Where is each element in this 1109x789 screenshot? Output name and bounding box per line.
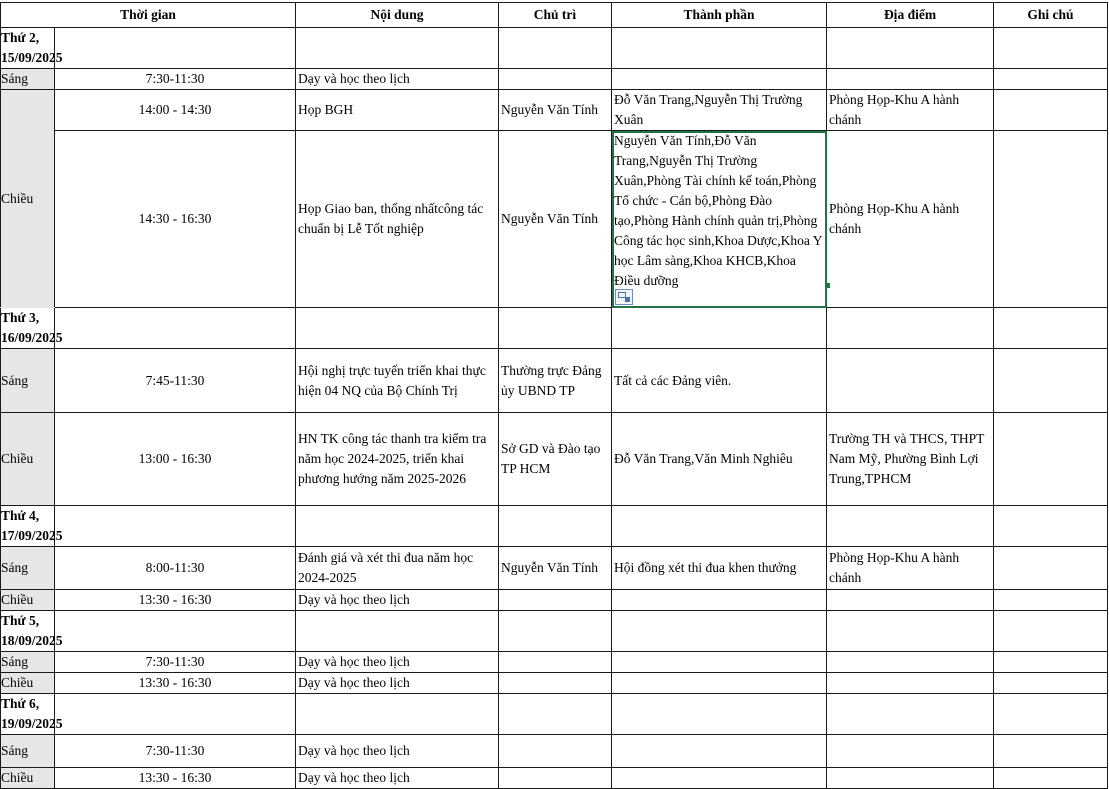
cell[interactable] bbox=[612, 611, 827, 652]
header-host[interactable]: Chủ trì bbox=[499, 3, 612, 28]
cell[interactable] bbox=[827, 694, 994, 735]
participants-cell[interactable] bbox=[612, 69, 827, 90]
cell[interactable] bbox=[994, 28, 1108, 69]
schedule-table bbox=[0, 2, 1108, 789]
day-label[interactable]: Thứ 5, 18/09/2025 bbox=[1, 611, 55, 652]
host-cell[interactable]: Nguyễn Văn Tính bbox=[499, 131, 612, 308]
content-cell[interactable]: Dạy và học theo lịch bbox=[296, 673, 499, 694]
cell[interactable] bbox=[296, 28, 499, 69]
host-cell[interactable]: Nguyễn Văn Tính bbox=[499, 90, 612, 131]
participants-cell[interactable]: Hội đồng xét thi đua khen thưởng bbox=[612, 547, 827, 590]
location-cell[interactable] bbox=[827, 590, 994, 611]
note-cell[interactable] bbox=[994, 768, 1108, 789]
note-cell[interactable] bbox=[994, 90, 1108, 131]
header-time[interactable]: Thời gian bbox=[1, 3, 296, 28]
session-cell[interactable]: Chiều bbox=[1, 768, 55, 789]
content-cell[interactable]: Dạy và học theo lịch bbox=[296, 69, 499, 90]
fill-handle[interactable] bbox=[825, 283, 830, 288]
location-cell[interactable] bbox=[827, 69, 994, 90]
host-cell[interactable] bbox=[499, 590, 612, 611]
content-cell[interactable]: Dạy và học theo lịch bbox=[296, 768, 499, 789]
note-cell[interactable] bbox=[994, 349, 1108, 413]
cell[interactable] bbox=[55, 611, 296, 652]
note-cell[interactable] bbox=[994, 413, 1108, 506]
time-cell[interactable]: 7:30-11:30 bbox=[55, 69, 296, 90]
cell[interactable] bbox=[499, 506, 612, 547]
time-cell[interactable]: 14:30 - 16:30 bbox=[55, 131, 296, 308]
location-cell[interactable] bbox=[827, 673, 994, 694]
table-row bbox=[1, 652, 1108, 673]
note-cell[interactable] bbox=[994, 735, 1108, 768]
cell[interactable] bbox=[499, 308, 612, 349]
location-cell[interactable]: Phòng Họp-Khu A hành chánh bbox=[827, 90, 994, 131]
location-cell[interactable] bbox=[827, 735, 994, 768]
session-cell[interactable]: Sáng bbox=[1, 69, 55, 90]
day-row bbox=[1, 694, 1108, 735]
table-row bbox=[1, 735, 1108, 768]
host-cell[interactable]: Sở GD và Đào tạo TP HCM bbox=[499, 413, 612, 506]
session-cell[interactable]: Sáng bbox=[1, 652, 55, 673]
content-cell[interactable]: Họp Giao ban, thống nhấtcông tác chuẩn bị Lễ Tốt nghiệp bbox=[296, 131, 499, 308]
quick-analysis-icon[interactable] bbox=[615, 289, 633, 305]
host-cell[interactable] bbox=[499, 652, 612, 673]
cell[interactable] bbox=[296, 308, 499, 349]
cell[interactable] bbox=[827, 506, 994, 547]
session-cell[interactable]: Sáng bbox=[1, 547, 55, 590]
location-cell[interactable] bbox=[827, 652, 994, 673]
participants-text: Nguyễn Văn Tính,Đỗ Văn Trang,Nguyễn Thị Trường Xuân,Phòng Tài chính kế toán,Phòng Tổ chức - Cán bộ,Phòng Đào tạo,Phòng Hành chính quản trị,Phòng Công tác học sinh,Khoa Dược,Khoa Y học Lâm sàng,Khoa KHCB,Khoa Điều dưỡng bbox=[614, 133, 823, 288]
day-row bbox=[1, 506, 1108, 547]
note-cell[interactable] bbox=[994, 652, 1108, 673]
cell[interactable] bbox=[612, 308, 827, 349]
cell[interactable] bbox=[55, 694, 296, 735]
cell[interactable] bbox=[499, 694, 612, 735]
day-row bbox=[1, 28, 1108, 69]
host-cell[interactable] bbox=[499, 735, 612, 768]
day-row bbox=[1, 308, 1108, 349]
header-location[interactable]: Địa điểm bbox=[827, 3, 994, 28]
cell[interactable] bbox=[827, 28, 994, 69]
cell[interactable] bbox=[499, 28, 612, 69]
content-cell[interactable]: Dạy và học theo lịch bbox=[296, 652, 499, 673]
time-cell[interactable]: 14:00 - 14:30 bbox=[55, 90, 296, 131]
cell[interactable] bbox=[612, 28, 827, 69]
time-cell[interactable]: 13:30 - 16:30 bbox=[55, 673, 296, 694]
cell[interactable] bbox=[296, 506, 499, 547]
note-cell[interactable] bbox=[994, 590, 1108, 611]
cell[interactable] bbox=[994, 694, 1108, 735]
time-cell[interactable]: 8:00-11:30 bbox=[55, 547, 296, 590]
day-row bbox=[1, 611, 1108, 652]
table-row bbox=[1, 131, 1108, 308]
header-note[interactable]: Ghi chú bbox=[994, 3, 1108, 28]
session-cell[interactable]: Chiều bbox=[1, 90, 55, 308]
table-row bbox=[1, 349, 1108, 413]
table-row bbox=[1, 547, 1108, 590]
location-cell[interactable] bbox=[827, 768, 994, 789]
cell[interactable] bbox=[612, 506, 827, 547]
participants-cell[interactable] bbox=[612, 735, 827, 768]
cell[interactable] bbox=[994, 308, 1108, 349]
location-cell[interactable]: Phòng Họp-Khu A hành chánh bbox=[827, 131, 994, 308]
host-cell[interactable] bbox=[499, 673, 612, 694]
time-cell[interactable]: 7:45-11:30 bbox=[55, 349, 296, 413]
table-row bbox=[1, 69, 1108, 90]
table-row bbox=[1, 590, 1108, 611]
cell[interactable] bbox=[296, 694, 499, 735]
day-label[interactable]: Thứ 6, 19/09/2025 bbox=[1, 694, 55, 735]
participants-cell[interactable] bbox=[612, 652, 827, 673]
table-row bbox=[1, 413, 1108, 506]
cell[interactable] bbox=[994, 611, 1108, 652]
cell[interactable] bbox=[55, 308, 296, 349]
session-cell[interactable]: Chiều bbox=[1, 673, 55, 694]
header-content[interactable]: Nội dung bbox=[296, 3, 499, 28]
session-cell[interactable]: Chiều bbox=[1, 590, 55, 611]
header-row bbox=[1, 3, 1108, 28]
participants-cell[interactable]: Đỗ Văn Trang,Nguyễn Thị Trường Xuân bbox=[612, 90, 827, 131]
host-cell[interactable] bbox=[499, 69, 612, 90]
session-cell[interactable]: Sáng bbox=[1, 349, 55, 413]
note-cell[interactable] bbox=[994, 69, 1108, 90]
content-cell[interactable]: Hội nghị trực tuyến triển khai thực hiện 04 NQ của Bộ Chính Trị bbox=[296, 349, 499, 413]
note-cell[interactable] bbox=[994, 131, 1108, 308]
header-participants[interactable]: Thành phần bbox=[612, 3, 827, 28]
cell[interactable] bbox=[612, 694, 827, 735]
time-cell[interactable]: 13:30 - 16:30 bbox=[55, 768, 296, 789]
day-label[interactable]: Thứ 3, 16/09/2025 bbox=[1, 308, 55, 349]
cell[interactable] bbox=[55, 28, 296, 69]
time-cell[interactable]: 13:00 - 16:30 bbox=[55, 413, 296, 506]
time-cell[interactable]: 7:30-11:30 bbox=[55, 735, 296, 768]
content-cell[interactable]: Dạy và học theo lịch bbox=[296, 590, 499, 611]
participants-cell[interactable] bbox=[612, 590, 827, 611]
participants-cell[interactable] bbox=[612, 673, 827, 694]
day-label[interactable]: Thứ 4, 17/09/2025 bbox=[1, 506, 55, 547]
note-cell[interactable] bbox=[994, 673, 1108, 694]
content-cell[interactable]: Họp BGH bbox=[296, 90, 499, 131]
cell[interactable] bbox=[55, 506, 296, 547]
cell[interactable] bbox=[296, 611, 499, 652]
time-cell[interactable]: 7:30-11:30 bbox=[55, 652, 296, 673]
host-cell[interactable] bbox=[499, 768, 612, 789]
content-cell[interactable]: HN TK công tác thanh tra kiểm tra năm học 2024-2025, triển khai phương hướng năm 2025-2026 bbox=[296, 413, 499, 506]
participants-cell-selected[interactable] bbox=[612, 131, 827, 308]
participants-cell[interactable] bbox=[612, 768, 827, 789]
host-cell[interactable]: Nguyễn Văn Tính bbox=[499, 547, 612, 590]
location-cell[interactable] bbox=[827, 349, 994, 413]
cell[interactable] bbox=[499, 611, 612, 652]
cell[interactable] bbox=[827, 611, 994, 652]
session-cell[interactable]: Chiều bbox=[1, 413, 55, 506]
table-row bbox=[1, 768, 1108, 789]
participants-cell[interactable]: Tất cả các Đảng viên. bbox=[612, 349, 827, 413]
note-cell[interactable] bbox=[994, 547, 1108, 590]
content-cell[interactable]: Dạy và học theo lịch bbox=[296, 735, 499, 768]
location-cell[interactable]: Phòng Họp-Khu A hành chánh bbox=[827, 547, 994, 590]
host-cell[interactable]: Thường trực Đảng ủy UBND TP bbox=[499, 349, 612, 413]
session-cell[interactable]: Sáng bbox=[1, 735, 55, 768]
location-cell[interactable]: Trường TH và THCS, THPT Nam Mỹ, Phường Bình Lợi Trung,TPHCM bbox=[827, 413, 994, 506]
content-cell[interactable]: Đánh giá và xét thi đua năm học 2024-2025 bbox=[296, 547, 499, 590]
time-cell[interactable]: 13:30 - 16:30 bbox=[55, 590, 296, 611]
cell[interactable] bbox=[827, 308, 994, 349]
participants-cell[interactable]: Đỗ Văn Trang,Văn Minh Nghiêu bbox=[612, 413, 827, 506]
day-label[interactable]: Thứ 2, 15/09/2025 bbox=[1, 28, 55, 69]
table-row bbox=[1, 90, 1108, 131]
cell[interactable] bbox=[994, 506, 1108, 547]
table-row bbox=[1, 673, 1108, 694]
